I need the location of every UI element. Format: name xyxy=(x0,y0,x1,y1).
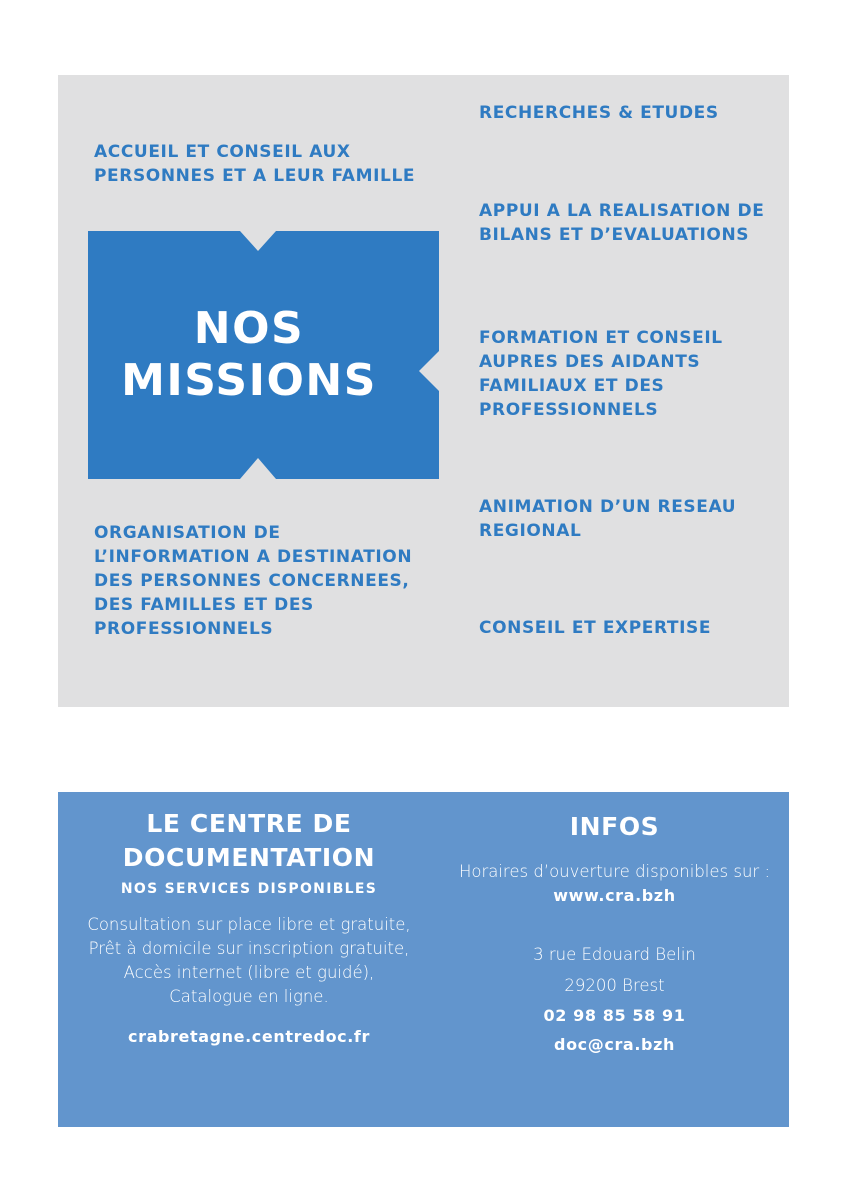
services-list xyxy=(58,913,440,1009)
documentation-column xyxy=(58,792,440,1046)
infos-column xyxy=(440,792,789,1054)
documentation-title-line1: LE CENTRE DE xyxy=(146,809,352,838)
service-item: Prêt à domicile sur inscription gratuite, xyxy=(88,939,410,958)
mission-accueil: ACCUEIL ET CONSEIL AUX PERSONNES ET A LEUR FAMILLE xyxy=(94,142,416,186)
missions-title-line2: MISSIONS xyxy=(121,355,377,406)
missions-title-line1: NOS xyxy=(193,303,305,354)
mission-recherches: RECHERCHES & ETUDES xyxy=(479,103,719,123)
service-item: Accès internet (libre et guidé), xyxy=(123,963,375,982)
info-panel xyxy=(58,792,789,1127)
service-item: Consultation sur place libre et gratuite, xyxy=(87,915,411,934)
centredoc-link[interactable]: crabretagne.centredoc.fr xyxy=(128,1027,370,1046)
infos-title: INFOS xyxy=(569,812,660,841)
documentation-title xyxy=(58,807,440,875)
mission-appui: APPUI A LA REALISATION DE BILANS ET D’EVALUATIONS xyxy=(479,201,765,245)
mission-formation: FORMATION ET CONSEIL AUPRES DES AIDANTS FAMILIAUX ET DES PROFESSIONNELS xyxy=(479,328,723,420)
mission-organisation: ORGANISATION DE L’INFORMATION A DESTINATION DES PERSONNES CONCERNEES, DES FAMILLES ET DES PROFESSIONNELS xyxy=(94,523,413,639)
address-line1: 3 rue Edouard Belin xyxy=(533,945,696,964)
phone-number[interactable]: 02 98 85 58 91 xyxy=(543,1006,686,1025)
missions-title-block xyxy=(88,231,440,479)
address-line2: 29200 Brest xyxy=(564,976,665,995)
email-link[interactable]: doc@cra.bzh xyxy=(554,1035,675,1054)
services-subtitle: NOS SERVICES DISPONIBLES xyxy=(120,881,378,897)
mission-animation: ANIMATION D’UN RESEAU REGIONAL xyxy=(479,497,737,541)
opening-hours-text: Horaires d’ouverture disponibles sur : xyxy=(458,862,771,881)
mission-conseil: CONSEIL ET EXPERTISE xyxy=(479,618,712,638)
missions-panel xyxy=(58,75,789,707)
website-link[interactable]: www.cra.bzh xyxy=(553,886,676,905)
documentation-title-line2: DOCUMENTATION xyxy=(122,843,376,872)
missions-title xyxy=(88,231,410,479)
service-item: Catalogue en ligne. xyxy=(169,987,329,1006)
